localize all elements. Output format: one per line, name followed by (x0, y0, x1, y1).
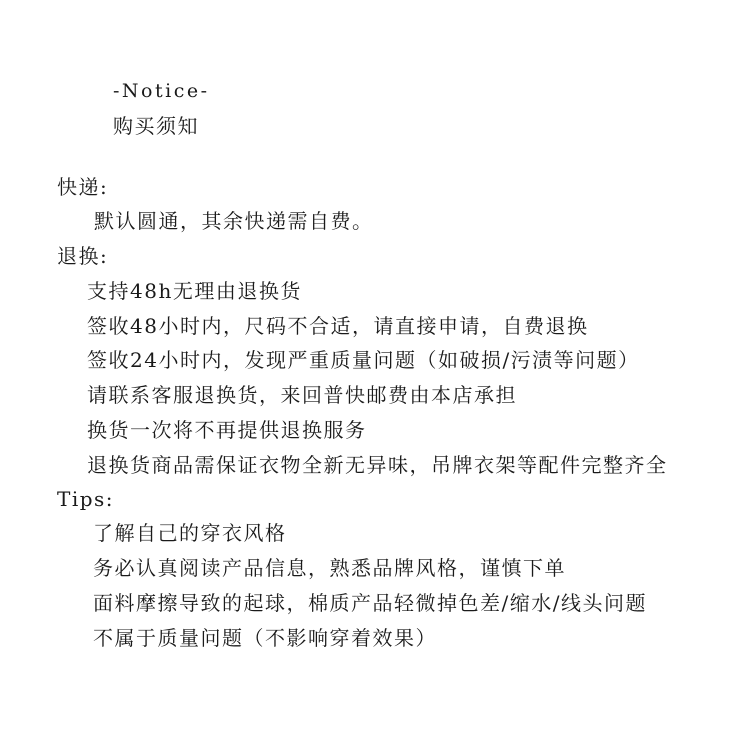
returns-line: 换货一次将不再提供退换服务 (87, 418, 367, 442)
express-heading: 快递: (57, 175, 109, 199)
express-line: 默认圆通，其余快递需自费。 (94, 209, 374, 233)
notice-title-en: -Notice- (113, 80, 210, 102)
returns-line: 请联系客服退换货，来回普快邮费由本店承担 (87, 383, 517, 407)
returns-line: 签收48小时内，尺码不合适，请直接申请，自费退换 (87, 314, 589, 338)
tips-line: 了解自己的穿衣风格 (93, 521, 287, 545)
returns-line: 支持48h无理由退换货 (87, 279, 302, 303)
tips-line: 不属于质量问题（不影响穿着效果） (93, 626, 437, 650)
returns-line: 签收24小时内，发现严重质量问题（如破损/污渍等问题） (87, 348, 640, 372)
tips-heading: Tips: (57, 487, 115, 511)
tips-line: 务必认真阅读产品信息，熟悉品牌风格，谨慎下单 (93, 556, 566, 580)
tips-line: 面料摩擦导致的起球，棉质产品轻微掉色差/缩水/线头问题 (93, 591, 647, 615)
returns-heading: 退换: (57, 244, 109, 268)
notice-title-cn: 购买须知 (113, 114, 199, 138)
returns-line: 退换货商品需保证衣物全新无异味，吊牌衣架等配件完整齐全 (87, 453, 668, 477)
